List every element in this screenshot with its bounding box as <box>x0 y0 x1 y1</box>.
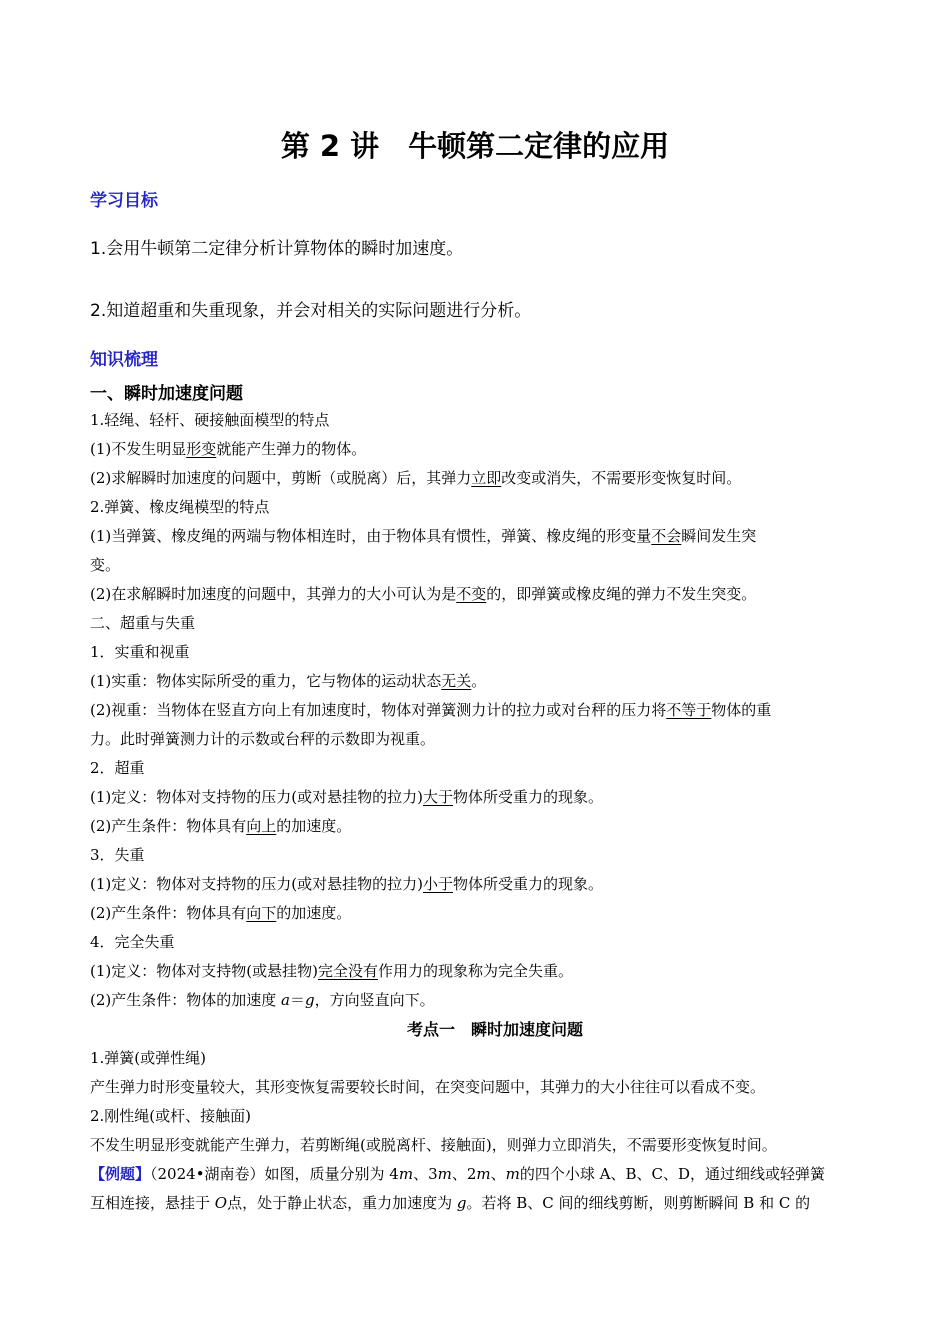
part2-line: 3．失重 <box>90 846 145 864</box>
answer-blank: 完全没有 <box>317 962 378 980</box>
part2-line: (2)产生条件：物体具有向上的加速度。 <box>90 817 352 835</box>
point1-heading: 考点一 瞬时加速度问题 <box>406 1020 583 1039</box>
example-label: 【例题】 <box>90 1165 151 1183</box>
knowledge-heading: 知识梳理 <box>90 350 158 370</box>
answer-blank: 立即 <box>471 469 502 487</box>
answer-blank: 向下 <box>246 904 277 922</box>
part2-line: 力。此时弹簧测力计的示数或台秤的示数即为视重。 <box>90 730 436 748</box>
part2-line: (2)视重：当物体在竖直方向上有加速度时，物体对弹簧测力计的拉力或对台秤的压力将不等于物体的重 <box>90 701 772 719</box>
answer-blank: 不等于 <box>666 701 712 719</box>
part2-line: 1．实重和视重 <box>90 643 190 661</box>
part1-heading: 一、瞬时加速度问题 <box>90 384 243 404</box>
example-line: 互相连接，悬挂于 O点，处于静止状态，重力加速度为 g。若将 B、C 间的细线剪断，则剪断瞬间 B 和 C 的 <box>90 1194 811 1212</box>
part2-line: (2)产生条件：物体的加速度 a＝g，方向竖直向下。 <box>90 991 435 1009</box>
example-line: 【例题】（2024•湖南卷）如图，质量分别为 4m、3m、2m、m的四个小球 A、B、C、D，通过细线或轻弹簧 <box>90 1165 826 1183</box>
part2-line: (1)定义：物体对支持物的压力(或对悬挂物的拉力)大于物体所受重力的现象。 <box>90 788 603 806</box>
part1-line: 2.弹簧、橡皮绳模型的特点 <box>90 498 270 516</box>
part2-line: (1)定义：物体对支持物(或悬挂物)完全没有作用力的现象称为完全失重。 <box>90 962 573 980</box>
part1-line: (2)在求解瞬时加速度的问题中，其弹力的大小可认为是不变的，即弹簧或橡皮绳的弹力不发生突变。 <box>90 585 757 603</box>
part2-line: (2)产生条件：物体具有向下的加速度。 <box>90 904 352 922</box>
goal-1: 1.会用牛顿第二定律分析计算物体的瞬时加速度。 <box>90 239 464 259</box>
part2-line: (1)实重：物体实际所受的重力，它与物体的运动状态无关。 <box>90 672 487 690</box>
part1-line: 变。 <box>90 556 121 574</box>
answer-blank: 向上 <box>246 817 277 835</box>
answer-blank: 形变 <box>186 440 217 458</box>
point1-line: 不发生明显形变就能产生弹力，若剪断绳(或脱离杆、接触面)，则弹力立即消失，不需要形变恢复时间。 <box>90 1136 777 1154</box>
goals-heading: 学习目标 <box>90 191 158 211</box>
part1-line: (2)求解瞬时加速度的问题中，剪断（或脱离）后，其弹力立即改变或消失，不需要形变恢复时间。 <box>90 469 742 487</box>
answer-blank: 大于 <box>422 788 453 806</box>
page-title: 第 2 讲 牛顿第二定律的应用 <box>280 129 670 163</box>
goal-2: 2.知道超重和失重现象，并会对相关的实际问题进行分析。 <box>90 301 532 321</box>
point1-line: 产生弹力时形变量较大，其形变恢复需要较长时间，在突变问题中，其弹力的大小往往可以看成不变。 <box>90 1078 766 1096</box>
part2-heading: 二、超重与失重 <box>90 614 196 632</box>
part1-line: (1)当弹簧、橡皮绳的两端与物体相连时，由于物体具有惯性，弹簧、橡皮绳的形变量不会瞬间发生突 <box>90 527 757 545</box>
answer-blank: 不会 <box>651 527 682 545</box>
point1-line: 1.弹簧(或弹性绳) <box>90 1049 207 1067</box>
answer-blank: 不变 <box>456 585 487 603</box>
part2-line: 4．完全失重 <box>90 933 175 951</box>
part1-line: (1)不发生明显形变就能产生弹力的物体。 <box>90 440 367 458</box>
answer-blank: 小于 <box>422 875 453 893</box>
part1-line: 1.轻绳、轻杆、硬接触面模型的特点 <box>90 411 330 429</box>
answer-blank: 无关 <box>441 672 472 690</box>
part2-line: (1)定义：物体对支持物的压力(或对悬挂物的拉力)小于物体所受重力的现象。 <box>90 875 603 893</box>
point1-line: 2.刚性绳(或杆、接触面) <box>90 1107 252 1125</box>
part2-line: 2．超重 <box>90 759 145 777</box>
